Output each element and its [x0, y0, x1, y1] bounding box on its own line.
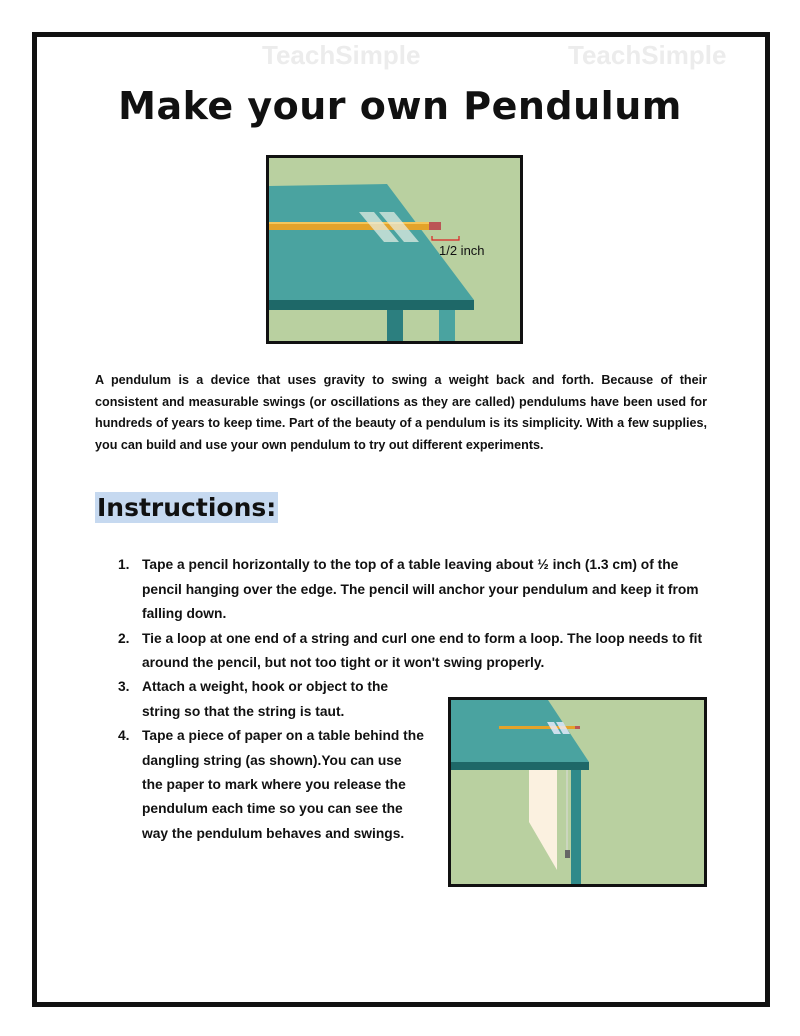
step-number: 4.: [118, 728, 130, 744]
step-text: Attach a weight, hook or object to the string so that the string is taut.: [142, 679, 389, 719]
step-number: 1.: [118, 557, 130, 573]
list-item: [118, 724, 707, 846]
watermark: TeachSimple: [568, 40, 727, 70]
step-text: Tape a piece of paper on a table behind the dangling string (as shown).You can use the paper to mark where you release the pendulum each time so you can see the way the pendulum behaves and swings.: [142, 728, 424, 841]
page-title: Make your own Pendulum: [118, 84, 682, 128]
pencil-on-table-illustration: [266, 155, 523, 344]
instructions-heading: Instructions:: [97, 493, 277, 523]
half-inch-label: 1/2 inch: [439, 243, 485, 258]
instructions-list: [95, 553, 707, 846]
list-item: [118, 553, 707, 626]
step-number: 2.: [118, 630, 130, 646]
content-column: [95, 370, 707, 887]
step-text: Tie a loop at one end of a string and curl one end to form a loop. The loop needs to fit around the pencil, but not too tight or it won't swing properly.: [142, 630, 703, 670]
list-item: [118, 627, 707, 676]
list-item: [118, 675, 707, 724]
intro-paragraph: A pendulum is a device that uses gravity to swing a weight back and forth. Because of their consistent and measurable swings (or oscillations as they are called) pendulums have been used for hundreds of years to keep time. Part of the beauty of a pendulum is its simplicity. With a few supplies, you can build and use your own pendulum to try out different experiments.: [95, 373, 707, 452]
step-text: Tape a pencil horizontally to the top of a table leaving about ½ inch (1.3 cm) of the pencil hanging over the edge. The pencil will anchor your pendulum and keep it from falling down.: [142, 557, 699, 622]
step-number: 3.: [118, 679, 130, 695]
watermark: TeachSimple: [262, 40, 421, 70]
